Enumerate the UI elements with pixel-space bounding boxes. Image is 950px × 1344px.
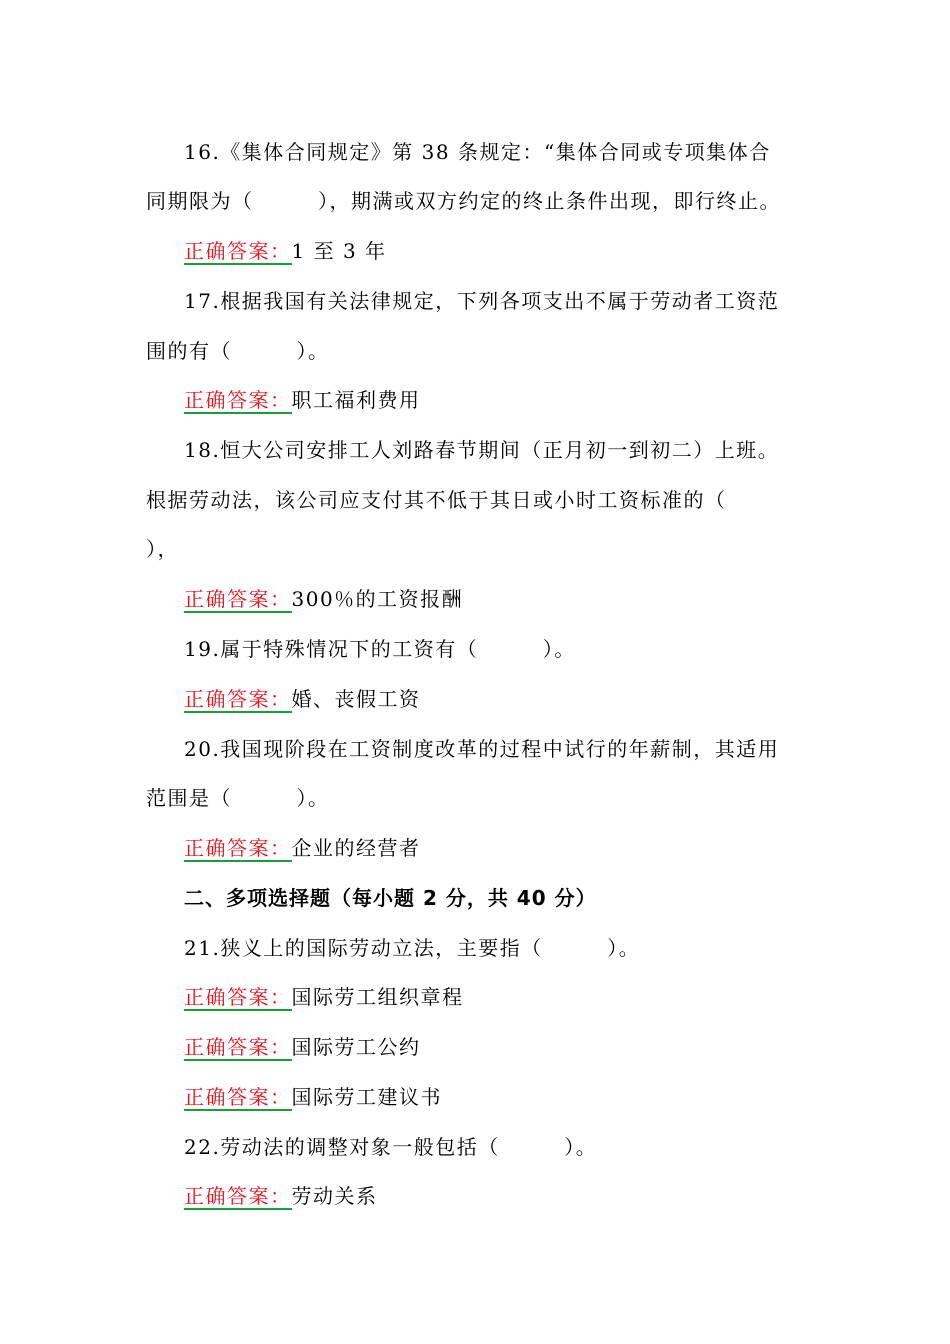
answer-text: 劳动关系 [291,1184,378,1208]
answer-text: 企业的经营者 [291,836,421,860]
question-17-line-1: 17.根据我国有关法律规定，下列各项支出不属于劳动者工资范 [184,289,780,313]
answer-text: 国际劳工建议书 [291,1085,442,1109]
answer-16 [184,237,387,265]
answer-label: 正确答案： [184,687,292,711]
question-16-line-2: 同期限为（ ），期满或双方约定的终止条件出现，即行终止。 [146,189,781,213]
question-20-line-2: 范围是（ ）。 [146,786,330,810]
answer-text: 国际劳工组织章程 [291,985,464,1009]
answer-label: 正确答案： [184,239,292,263]
question-19-line-1: 19.属于特殊情况下的工资有（ ）。 [184,637,576,661]
question-18-line-2: 根据劳动法，该公司应支付其不低于其日或小时工资标准的（ [146,488,727,512]
answer-label: 正确答案： [184,836,292,860]
answer-label: 正确答案： [184,587,292,611]
answer-label: 正确答案： [184,1035,292,1059]
answer-label: 正确答案： [184,1085,292,1109]
answer-label: 正确答案： [184,1184,292,1208]
answer-22 [184,1182,378,1210]
answer-21-3 [184,1083,442,1111]
answer-label: 正确答案： [184,985,292,1009]
answer-text: 300％的工资报酬 [291,587,464,611]
question-16-line-1: 16.《集体合同规定》第 38 条规定：“集体合同或专项集体合 [184,140,771,164]
answer-21-2 [184,1033,421,1061]
answer-text: 职工福利费用 [291,388,421,412]
answer-19 [184,685,421,713]
answer-20 [184,834,421,862]
answer-21-1 [184,983,464,1011]
question-21-line-1: 21.狭义上的国际劳动立法，主要指（ ）。 [184,936,641,960]
answer-label: 正确答案： [184,388,292,412]
question-22-line-1: 22.劳动法的调整对象一般包括（ ）。 [184,1135,598,1159]
question-18-line-3: ）， [146,537,179,561]
answer-17 [184,386,421,414]
answer-text: 国际劳工公约 [291,1035,421,1059]
section-heading: 二、多项选择题（每小题 2 分，共 40 分） [184,886,597,910]
question-18-line-1: 18.恒大公司安排工人刘路春节期间（正月初一到初二）上班。 [184,438,780,462]
answer-text: 1 至 3 年 [291,239,387,263]
answer-18 [184,585,463,613]
answer-text: 婚、丧假工资 [291,687,421,711]
question-20-line-1: 20.我国现阶段在工资制度改革的过程中试行的年薪制，其适用 [184,737,780,761]
question-17-line-2: 围的有（ ）。 [146,339,330,363]
